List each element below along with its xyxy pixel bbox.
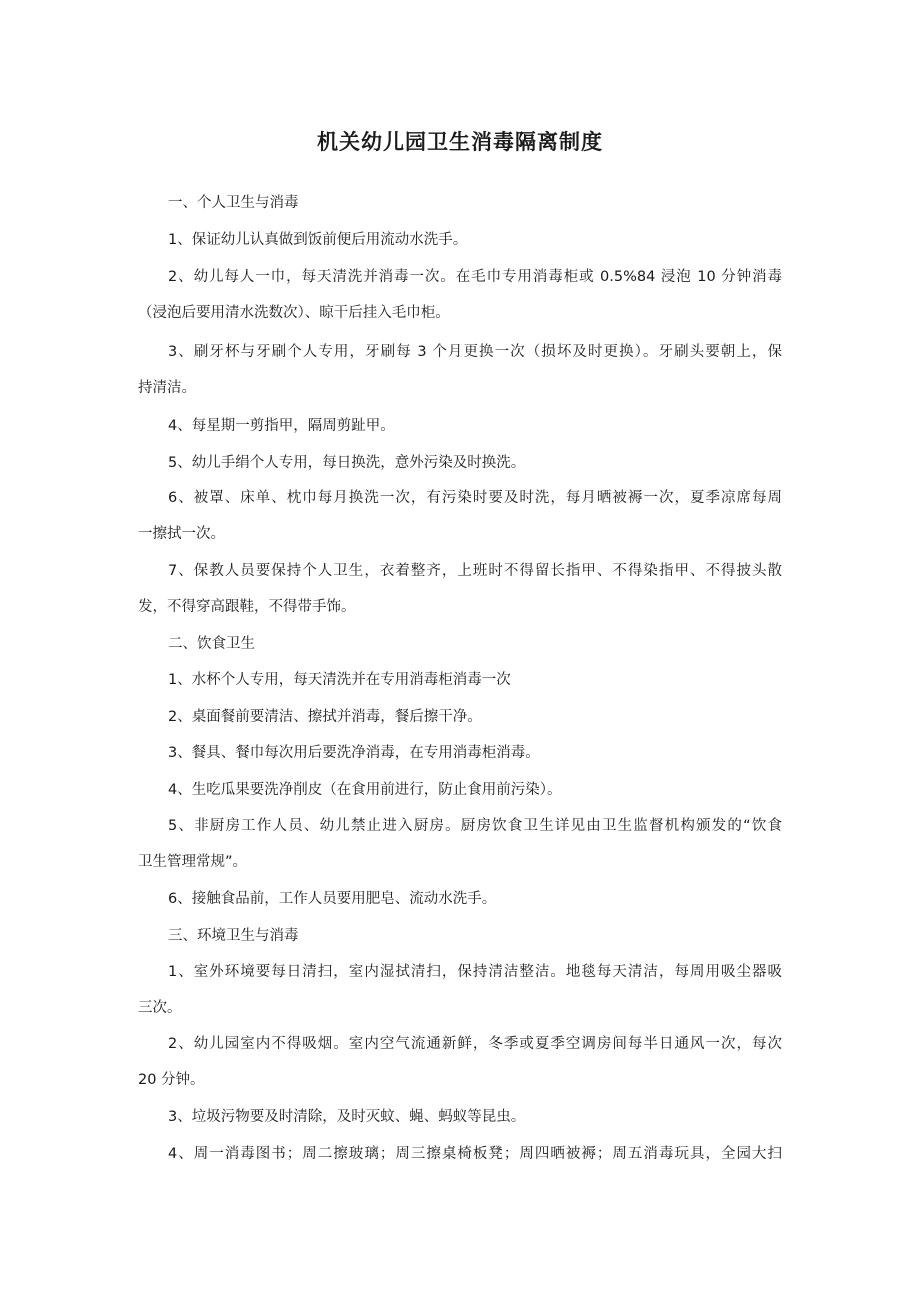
- document-title: 机关幼儿园卫生消毒隔离制度: [317, 130, 603, 155]
- paragraph-3-2-line2: 20 分钟。: [138, 1072, 205, 1088]
- paragraph-2-3: 3、餐具、餐巾每次用后要洗净消毒，在专用消毒柜消毒。: [168, 745, 540, 761]
- paragraph-1-7-line1: 7、保教人员要保持个人卫生，衣着整齐，上班时不得留长指甲、不得染指甲、不得披头散: [168, 563, 782, 579]
- paragraph-1-1: 1、保证幼儿认真做到饭前便后用流动水洗手。: [168, 232, 468, 248]
- paragraph-3-1-line2: 三次。: [138, 1000, 182, 1016]
- paragraph-3-2-line1: 2、幼儿园室内不得吸烟。室内空气流通新鲜，冬季或夏季空调房间每半日通风一次，每次: [168, 1036, 782, 1052]
- paragraph-1-2-line1: 2、幼儿每人一巾，每天清洗并消毒一次。在毛巾专用消毒柜或 0.5%84 浸泡 10 分钟消毒: [168, 269, 782, 285]
- paragraph-3-3: 3、垃圾污物要及时清除，及时灭蚊、蝇、蚂蚁等昆虫。: [168, 1109, 526, 1125]
- paragraph-1-3-line1: 3、刷牙杯与牙刷个人专用，牙刷每 3 个月更换一次（损坏及时更换）。牙刷头要朝上，保: [168, 344, 782, 360]
- paragraph-2-5-line2: 卫生管理常规”。: [138, 854, 248, 870]
- paragraph-2-4: 4、生吃瓜果要洗净削皮（在食用前进行，防止食用前污染）。: [168, 782, 562, 798]
- paragraph-1-6-line2: 一擦拭一次。: [138, 526, 225, 542]
- paragraph-1-7-line2: 发，不得穿高跟鞋，不得带手饰。: [138, 599, 356, 615]
- section-heading-personal-hygiene: 一、个人卫生与消毒: [168, 195, 299, 211]
- paragraph-3-1-line1: 1、室外环境要每日清扫，室内湿拭清扫，保持清洁整洁。地毯每天清洁，每周用吸尘器吸: [168, 964, 782, 980]
- paragraph-3-4-line1: 4、周一消毒图书；周二擦玻璃；周三擦桌椅板凳；周四晒被褥；周五消毒玩具，全园大扫: [168, 1146, 782, 1162]
- paragraph-2-6: 6、接触食品前，工作人员要用肥皂、流动水洗手。: [168, 891, 497, 907]
- section-heading-food-hygiene: 二、饮食卫生: [168, 636, 255, 652]
- paragraph-1-5: 5、幼儿手绢个人专用，每日换洗，意外污染及时换洗。: [168, 455, 526, 471]
- paragraph-2-1: 1、水杯个人专用，每天清洗并在专用消毒柜消毒一次: [168, 672, 511, 688]
- paragraph-1-3-line2: 持清洁。: [138, 380, 196, 396]
- paragraph-1-2-line2: （浸泡后要用清水洗数次）、晾干后挂入毛巾柜。: [138, 305, 450, 321]
- paragraph-2-5-line1: 5、非厨房工作人员、幼儿禁止进入厨房。厨房饮食卫生详见由卫生监督机构颁发的“饮食: [168, 818, 782, 834]
- paragraph-1-6-line1: 6、被罩、床单、枕巾每月换洗一次，有污染时要及时洗，每月晒被褥一次，夏季凉席每周: [168, 490, 782, 506]
- section-heading-environment-hygiene: 三、环境卫生与消毒: [168, 928, 299, 944]
- paragraph-1-4: 4、每星期一剪指甲，隔周剪趾甲。: [168, 418, 395, 434]
- paragraph-2-2: 2、桌面餐前要清洁、擦拭并消毒，餐后擦干净。: [168, 709, 482, 725]
